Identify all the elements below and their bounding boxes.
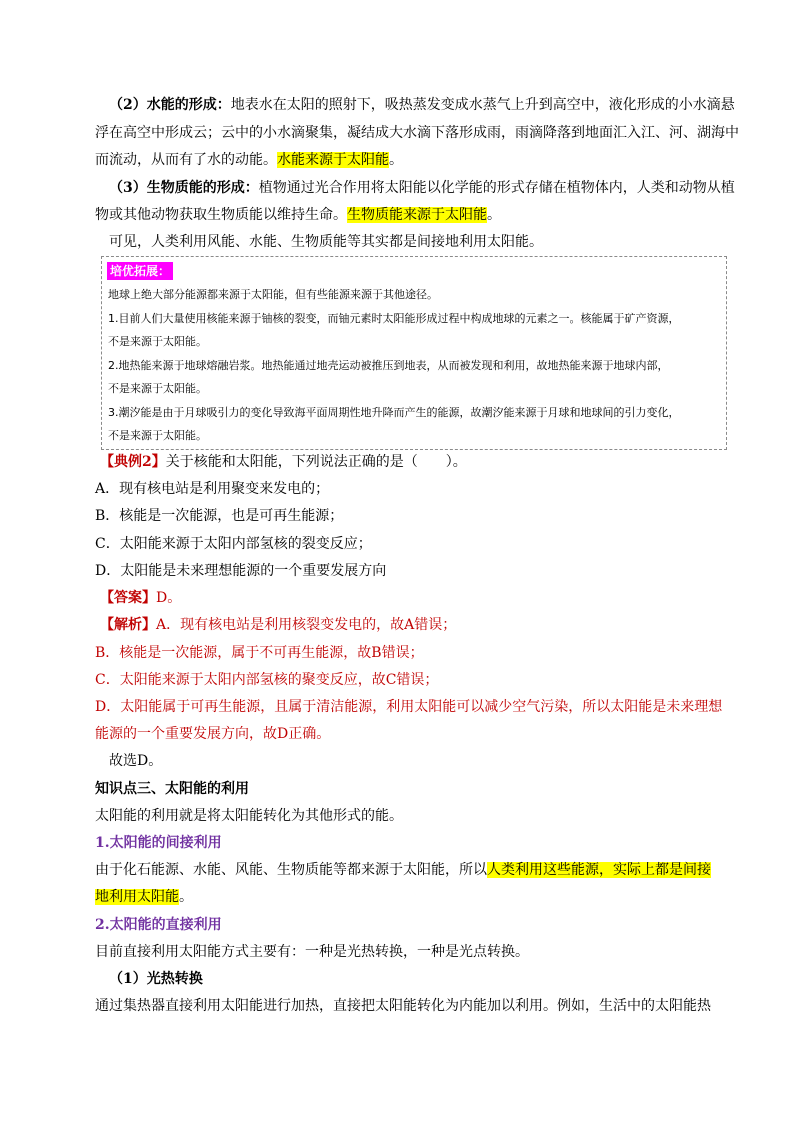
answer-line: [100, 588, 740, 608]
extension-line: 不是来源于太阳能。: [108, 335, 207, 348]
final-choice: 故选D。: [109, 753, 163, 769]
analysis-line-5: 能源的一个重要发展方向，故D正确。: [95, 726, 331, 742]
extension-line: 不是来源于太阳能。: [108, 429, 207, 442]
water-energy-line-3-text: 而流动，从而有了水的动能。: [95, 152, 277, 168]
water-energy-line-1: [109, 95, 749, 115]
water-energy-label: （2）水能的形成：: [109, 97, 231, 113]
biomass-line-1: [109, 178, 749, 198]
section-title: 知识点三、太阳能的利用: [95, 781, 249, 797]
example-option-d: D．太阳能是未来理想能源的一个重要发展方向: [95, 563, 387, 579]
indirect-use-text: 由于化石能源、水能、风能、生物质能等都来源于太阳能，所以: [95, 862, 487, 878]
example-option-a: A．现有核电站是利用聚变来发电的；: [95, 481, 330, 497]
answer-value: D。: [156, 590, 182, 606]
photothermal-text: 通过集热器直接利用太阳能进行加热，直接把太阳能转化为内能加以利用。例如，生活中的太阳能热: [95, 998, 711, 1014]
subheading-direct-use: 2.太阳能的直接利用: [95, 917, 222, 933]
section-intro: 太阳能的利用就是将太阳能转化为其他形式的能。: [95, 808, 403, 824]
analysis-line-1: [100, 615, 740, 635]
photothermal-heading: （1）光热转换: [109, 971, 203, 987]
water-energy-end: 。: [389, 152, 403, 168]
extension-line: 地球上绝大部分能源都来源于太阳能，但有些能源来源于其他途径。: [108, 288, 438, 301]
analysis-line-2: B．核能是一次能源，属于不可再生能源，故B错误；: [95, 645, 424, 661]
summary-paragraph: 可见，人类利用风能、水能、生物质能等其实都是间接地利用太阳能。: [109, 234, 543, 250]
extension-line: 2.地热能来源于地球熔融岩浆。地热能通过地壳运动被推压到地表，从而被发现和利用，故地热能来源于地球内部，: [108, 359, 669, 372]
answer-tag: 【答案】: [100, 590, 156, 606]
biomass-text: 植物通过光合作用将太阳能以化学能的形式存储在植物体内，人类和动物从植: [258, 180, 735, 196]
indirect-use-highlight-2: 地利用太阳能: [95, 889, 179, 905]
extension-line: 1.目前人们大量使用核能来源于铀核的裂变，而铀元素时太阳能形成过程中构成地球的元素之一。核能属于矿产资源，: [108, 312, 680, 325]
indirect-use-highlight-1: 人类利用这些能源，实际上都是间接: [487, 862, 711, 878]
biomass-line-2: [95, 205, 735, 225]
indirect-use-line-1: [95, 860, 735, 880]
biomass-label: （3）生物质能的形成：: [109, 180, 259, 196]
indirect-use-end: 。: [179, 889, 193, 905]
water-energy-text: 地表水在太阳的照射下，吸热蒸发变成水蒸气上升到高空中，液化形成的小水滴悬: [230, 97, 735, 113]
water-energy-line-3: [95, 150, 735, 170]
extension-tag: 培优拓展：: [107, 262, 173, 280]
analysis-text: A．现有核电站是利用核裂变发电的，故A错误；: [156, 617, 457, 633]
example-option-c: C．太阳能来源于太阳内部氢核的裂变反应；: [95, 536, 372, 552]
extension-line: 不是来源于太阳能。: [108, 382, 207, 395]
subheading-indirect-use: 1.太阳能的间接利用: [95, 835, 222, 851]
water-energy-line-2: 浮在高空中形成云；云中的小水滴聚集，凝结成大水滴下落形成雨，雨滴降落到地面汇入江、河、湖海中: [95, 125, 739, 141]
direct-use-text: 目前直接利用太阳能方式主要有：一种是光热转换，一种是光点转换。: [95, 944, 529, 960]
biomass-highlight: 生物质能来源于太阳能: [347, 207, 487, 223]
example-option-b: B．核能是一次能源，也是可再生能源；: [95, 508, 344, 524]
example-tag: 【典例2】: [100, 454, 166, 470]
biomass-end: 。: [487, 207, 501, 223]
analysis-tag: 【解析】: [100, 617, 156, 633]
example-question: [100, 452, 740, 472]
analysis-line-3: C．太阳能来源于太阳内部氢核的聚变反应，故C错误；: [95, 672, 439, 688]
biomass-line-2-text: 物或其他动物获取生物质能以维持生命。: [95, 207, 347, 223]
analysis-line-4: D．太阳能属于可再生能源，且属于清洁能源，利用太阳能可以减少空气污染，所以太阳能是未来理想: [95, 699, 723, 715]
extension-line: 3.潮汐能是由于月球吸引力的变化导致海平面周期性地升降而产生的能源，故潮汐能来源于月球和地球间的引力变化，: [108, 406, 680, 419]
water-energy-highlight: 水能来源于太阳能: [277, 152, 389, 168]
example-question-text: 关于核能和太阳能，下列说法正确的是（ ）。: [165, 454, 467, 470]
indirect-use-line-2: [95, 887, 735, 907]
